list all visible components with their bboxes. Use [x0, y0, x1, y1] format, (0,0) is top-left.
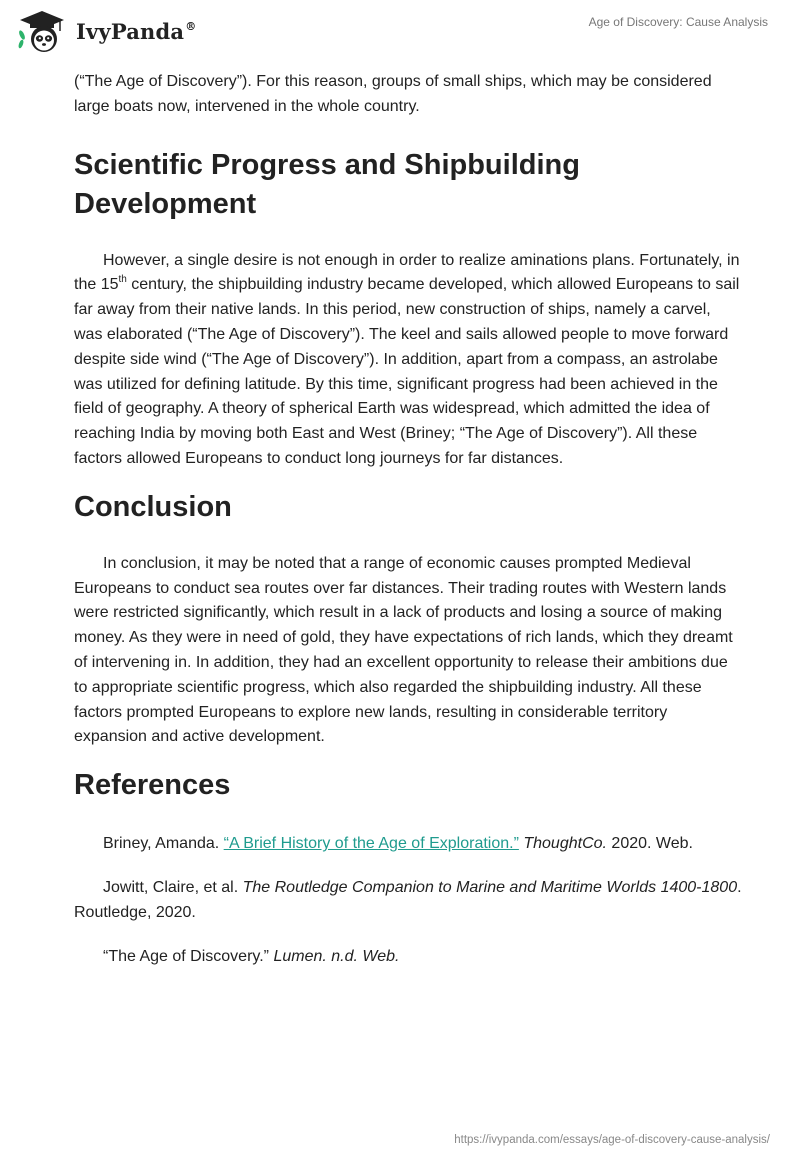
footer-url[interactable]: https://ivypanda.com/essays/age-of-discovery-cause-analysis/ [454, 1134, 770, 1146]
panda-logo-icon [16, 9, 68, 55]
brand-name [76, 19, 196, 44]
essay-content [74, 70, 742, 969]
document-title: Age of Discovery: Cause Analysis [588, 15, 768, 29]
reference-author: “The Age of Discovery.” [103, 947, 274, 965]
reference-item-jowitt [74, 876, 742, 926]
intro-paragraph: (“The Age of Discovery”). For this reason, groups of small ships, which may be considered large boats now, intervened in the whole country. [74, 73, 712, 115]
reference-tail: 2020. Web. [606, 835, 693, 853]
ordinal-suffix: th [118, 274, 127, 286]
reference-author: Jowitt, Claire, et al. [103, 878, 243, 896]
registered-mark: ® [185, 20, 197, 33]
ivypanda-logo[interactable] [16, 9, 206, 57]
reference-item-briney [74, 832, 742, 857]
reference-source: Lumen. n.d. Web. [273, 947, 400, 965]
reference-author: Briney, Amanda. [103, 835, 224, 853]
reference-title: The Routledge Companion to Marine and Maritime Worlds 1400-1800 [242, 878, 738, 896]
section-heading-conclusion: Conclusion [74, 490, 232, 523]
conclusion-paragraph: In conclusion, it may be noted that a range of economic causes prompted Medieval Europeans to conduct sea routes over far distances. Their trading routes with Western lands were restricted significantly, which result in a lack of products and losing a source of making money. As they were in need of gold, they have expectations of rich lands, which they dreamt of intervening in. In addition, they had an excellent opportunity to release their ambitions due to appropriate scientific progress, which also regarded the shipbuilding industry. All these factors prompted Europeans to explore new lands, resulting in considerable territory expansion and active development. [74, 554, 733, 746]
reference-link[interactable]: “A Brief History of the Age of Exploration.” [223, 835, 519, 853]
paragraph-text-start: However, a single desire is not enough in order to realize aminations plans. Fortunately, in the 15 [74, 251, 740, 294]
scientific-progress-paragraph [74, 249, 742, 472]
paragraph-text-end: century, the shipbuilding industry became developed, which allowed Europeans to sail far away from their native lands. In this period, new construction of ships, namely a carvel, was elaborated (“The Age of Discovery”). The keel and sails allowed people to move forward despite side wind (“The Age of Discovery”). In addition, apart from a compass, an astrolabe was utilized for defining latitude. By this time, significant progress had been achieved in the field of geography. A theory of spherical Earth was widespread, which admitted the idea of reaching India by moving both East and West (Briney; “The Age of Discovery”). All these factors allowed Europeans to conduct long journeys for far distances. [74, 276, 740, 467]
section-heading-scientific-progress: Scientific Progress and Shipbuilding Development [74, 148, 580, 220]
section-heading-references: References [74, 769, 231, 802]
brand-name-text: IvyPanda [76, 19, 185, 44]
page-header [0, 0, 800, 66]
reference-source: ThoughtCo. [523, 835, 607, 853]
reference-tail: . Routledge, 2020. [74, 878, 742, 921]
reference-item-age-of-discovery [74, 945, 742, 970]
